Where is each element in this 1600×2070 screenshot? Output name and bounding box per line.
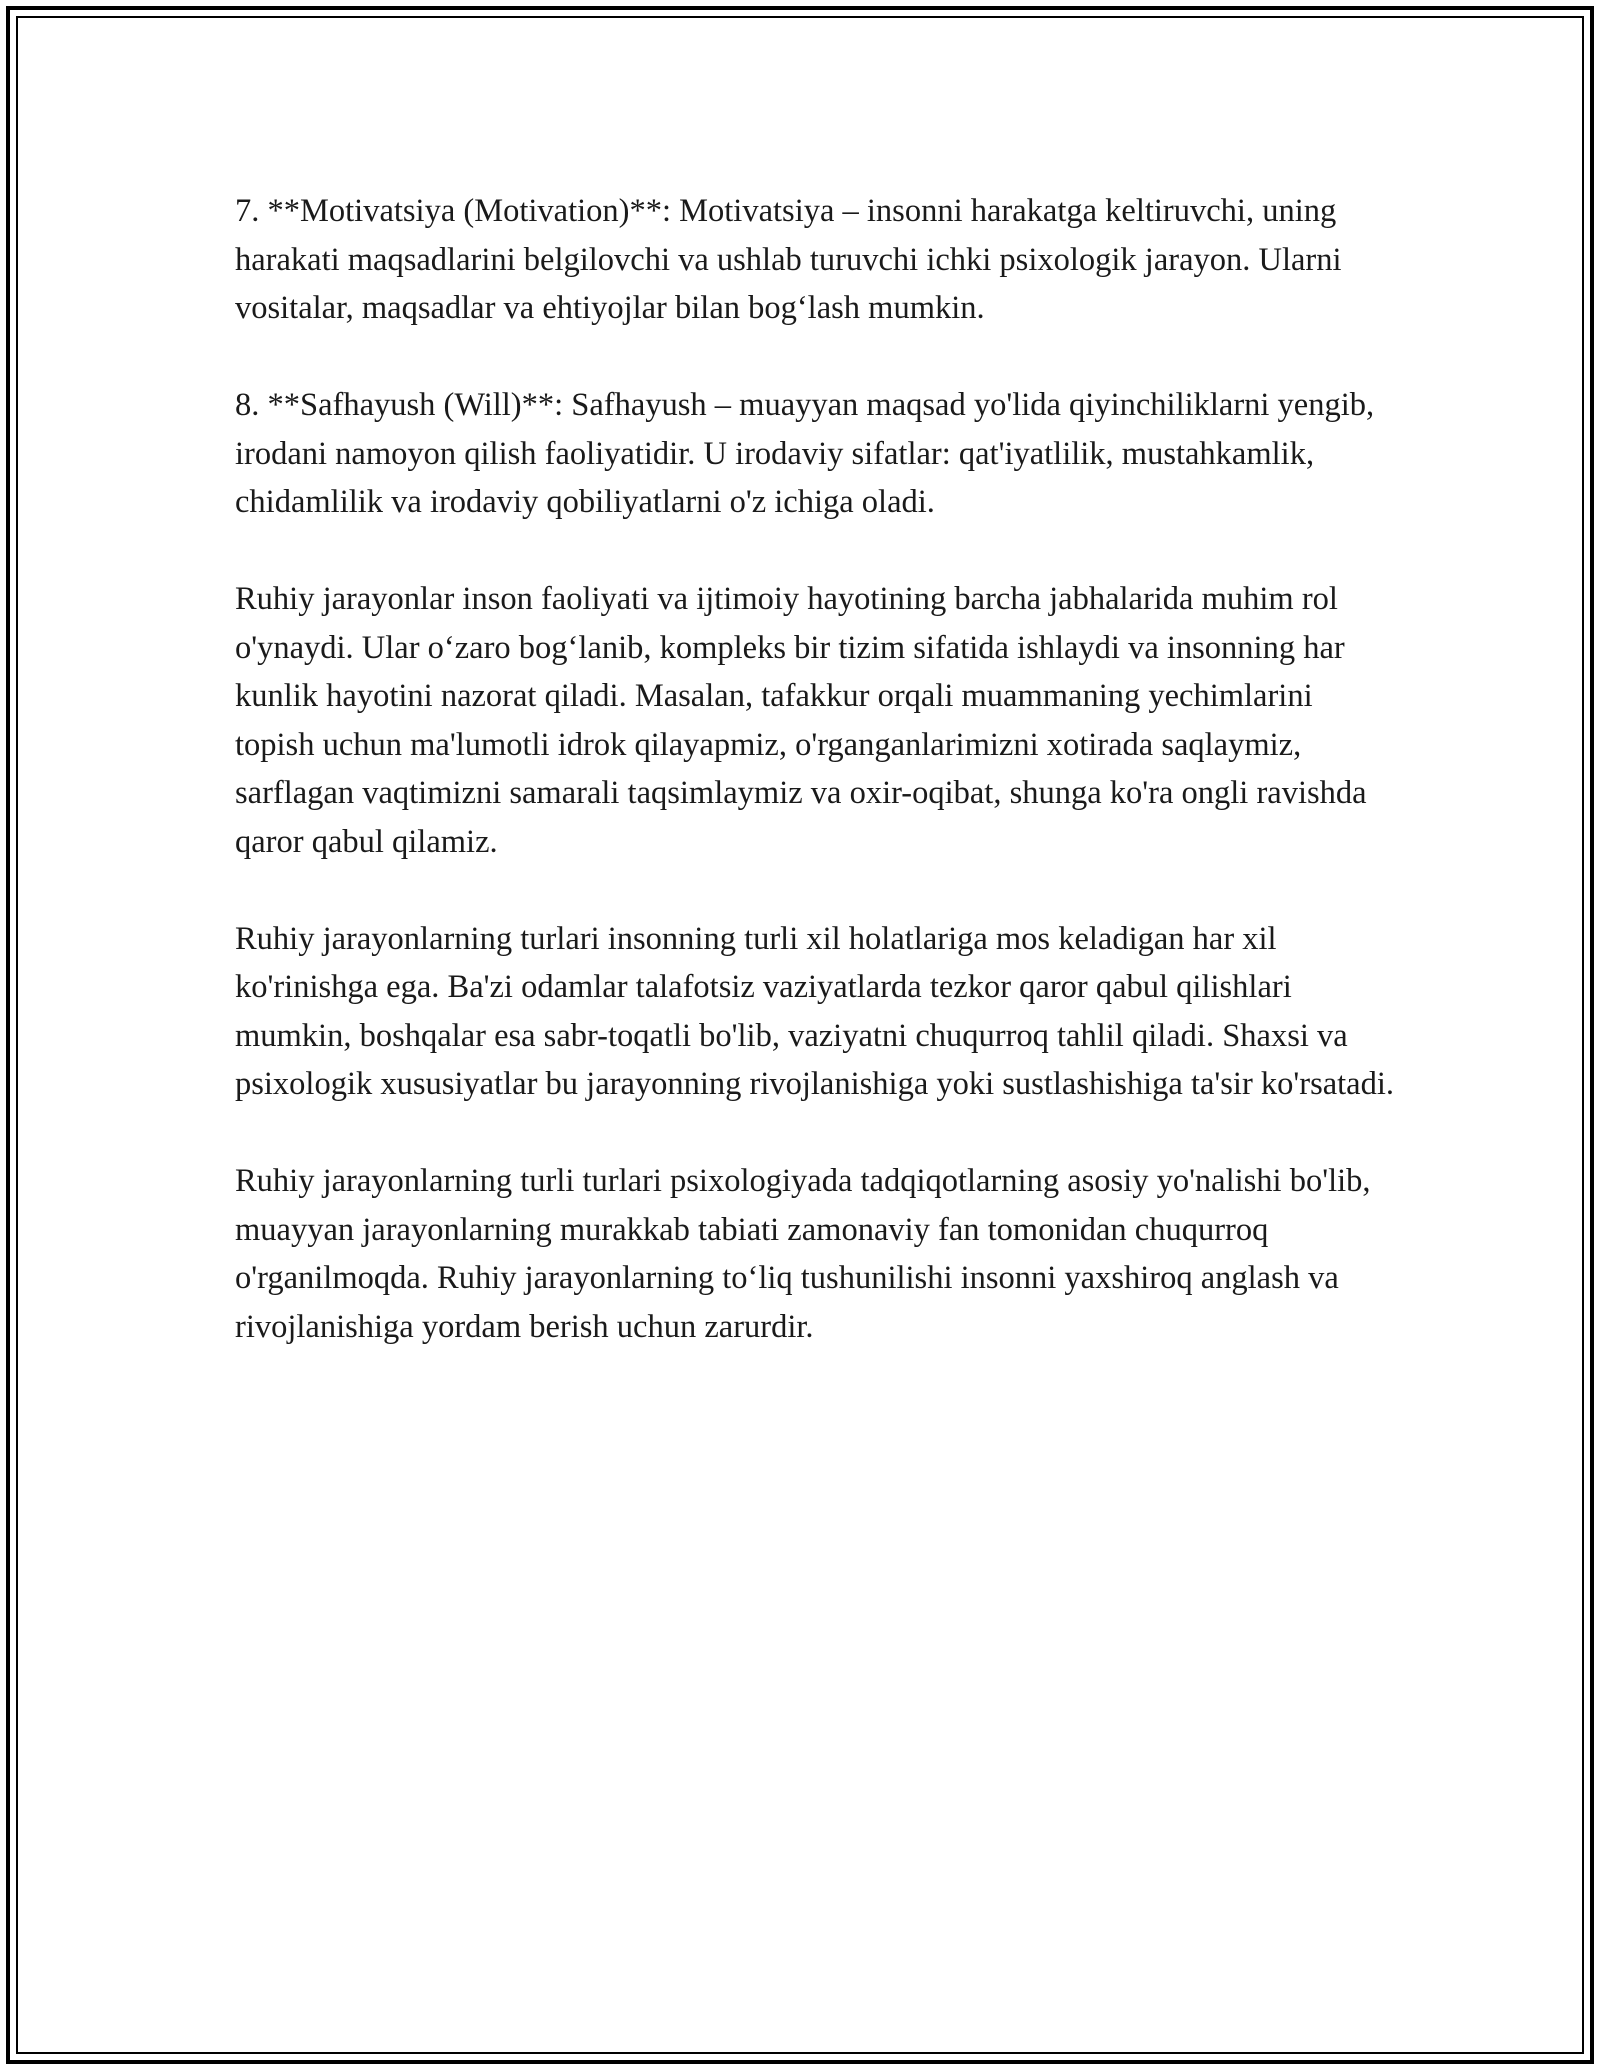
- paragraph-mental-processes-research: Ruhiy jarayonlarning turli turlari psixologiyada tadqiqotlarning asosiy yo'nalishi bo'lib, muayyan jarayonlarning murakkab tabiati zamonaviy fan tomonidan chuqurroq o'rganilmoqda. Ruhiy jarayonlarning to‘liq tushunilishi insonni yaxshiroq anglash va rivojlanishiga yordam berish uchun zarurdir.: [235, 1163, 1371, 1345]
- paragraph-motivation: 7. **Motivatsiya (Motivation)**: Motivatsiya – insonni harakatga keltiruvchi, uning harakati maqsadlarini belgilovchi va ushlab turuvchi ichki psixologik jarayon. Ularni vositalar, maqsadlar va ehtiyojlar bilan bog‘lash mumkin.: [235, 193, 1342, 326]
- document-body: [235, 187, 1395, 1400]
- paragraph-mental-processes-role: Ruhiy jarayonlar inson faoliyati va ijtimoiy hayotining barcha jabhalarida muhim rol o'ynaydi. Ular o‘zaro bog‘lanib, kompleks bir tizim sifatida ishlaydi va insonning har kunlik hayotini nazorat qiladi. Masalan, tafakkur orqali muammaning yechimlarini topish uchun ma'lumotli idrok qilayapmiz, o'rganganlarimizni xotirada saqlaymiz, sarflagan vaqtimizni samarali taqsimlaymiz va oxir-oqibat, shunga ko'ra ongli ravishda qaror qabul qilamiz.: [235, 581, 1367, 860]
- paragraph-mental-processes-types: Ruhiy jarayonlarning turlari insonning turli xil holatlariga mos keladigan har xil ko'rinishga ega. Ba'zi odamlar talafotsiz vaziyatlarda tezkor qaror qabul qilishlari mumkin, boshqalar esa sabr-toqatli bo'lib, vaziyatni chuqurroq tahlil qiladi. Shaxsi va psixologik xususiyatlar bu jarayonning rivojlanishiga yoki sustlashishiga ta'sir ko'rsatadi.: [235, 920, 1395, 1102]
- paragraph-will: 8. **Safhayush (Will)**: Safhayush – muayyan maqsad yo'lida qiyinchiliklarni yengib, irodani namoyon qilish faoliyatidir. U irodaviy sifatlar: qat'iyatlilik, mustahkamlik, chidamlilik va irodaviy qobiliyatlarni o'z ichiga oladi.: [235, 387, 1375, 520]
